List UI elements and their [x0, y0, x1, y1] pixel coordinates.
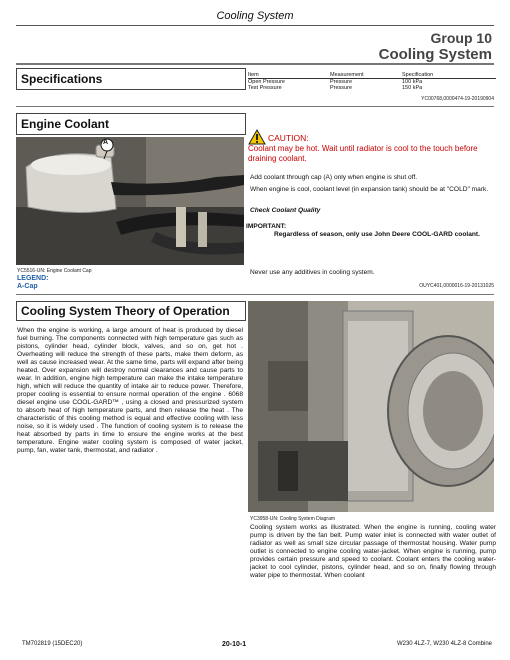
engine-coolant-cap-illustration: [16, 137, 244, 265]
legend-item: A-Cap: [17, 283, 38, 290]
engine-coolant-photo: [16, 137, 244, 265]
theory-title-box: [16, 301, 246, 321]
theory-left-text: When the engine is working, a large amount of heat is produced by diesel fuel burning. The components connected with high temperature gas such as pistons, cylinder head, cylinder block, valves, and so on, get hot . Overheating will reduce the strength of these parts, make them deform, as well as cause increased wear. At the same time, parts will expand after being heated. Over expansion will destroy normal clearances and cause parts to wear. In addition, engine high temperature can make the intake temperature high, which will reduce the quantity of intake air to reduce power. Therefore, proper cooling is essential to ensure normal operation of the engine . 6068 diesel engine use COOL-GARD™ , using a closed and pressurized system to absorb heat of high temperature parts, and then release the heat . The characteristic of this cooling method is equal and effective cooling with less noise, so it is widely used . The function of cooling system is to release the heat absorbed by parts in time to ensure the engine works at the best temperature. Engine water cooling system is composed of water jacket, pump, fan, water tank, thermostat, and radiator .: [17, 327, 243, 454]
spec-col-item: Item: [248, 72, 330, 79]
spec-table-header: [248, 72, 496, 79]
section-rule: [16, 63, 494, 65]
spec-cell: 150 kPa: [402, 85, 423, 92]
spec-row: [248, 79, 496, 86]
footer-tm-number: TM702819 (15DEC20): [22, 641, 83, 647]
coolant-paragraph-2: When engine is cool, coolant level (in expansion tank) should be at "COLD" mark.: [250, 186, 489, 193]
check-coolant-quality: Check Coolant Quality: [250, 207, 321, 214]
caution-label: CAUTION:: [268, 133, 309, 143]
footer-page-number: 20-10-1: [222, 641, 247, 648]
section-rule: [16, 294, 494, 295]
engine-coolant-title-box: [16, 113, 246, 135]
specifications-ref: YC00768,0000474-19-20190904: [421, 96, 494, 102]
cooling-system-photo: [248, 301, 494, 512]
theory-title: Cooling System Theory of Operation: [21, 304, 230, 318]
group-title: Cooling System: [378, 46, 492, 63]
caution-text: Coolant may be hot. Wait until radiator is cool to the touch before draining coolant.: [248, 144, 478, 163]
specifications-table: [248, 72, 496, 92]
running-title: Cooling System: [216, 10, 294, 22]
specifications-title: Specifications: [21, 72, 103, 86]
legend-label: LEGEND:: [17, 275, 49, 282]
section-rule: [16, 106, 494, 107]
header-rule: [16, 25, 494, 26]
spec-cell: Pressure: [330, 79, 353, 86]
spec-cell: Pressure: [330, 85, 353, 92]
theory-right-text: Cooling system works as illustrated. When the engine is running, cooling water pump is driven by the fan belt. Pump water inlet is connected with water outlet of radiator as well as small size circular passage of thermostat housing. Water pump outlet is connected to engine cooling water-jacket. When engine is running, pump provides certain pressure and speed to coolant. Coolant enters the cooling water-jacket to cool cylinder, pistons, cylinder head, and so on, finally flowing through water pipe to thermostat. When coolant: [250, 524, 496, 579]
theory-image-caption: YC3958-UN: Cooling System Diagram: [250, 516, 336, 522]
footer-model: W230 4LZ-7, W230 4LZ-8 Combine: [396, 641, 492, 647]
spec-cell: 100 kPa: [402, 79, 423, 86]
spec-cell: Open Pressure: [248, 79, 285, 86]
important-label: IMPORTANT:: [246, 223, 287, 230]
coolant-paragraph-1: Add coolant through cap (A) only when engine is shut off.: [250, 174, 418, 181]
group-number: Group 10: [430, 30, 492, 46]
spec-col-measurement: Measurement: [330, 72, 402, 79]
coolant-paragraph-3: Never use any additives in cooling system.: [250, 269, 375, 276]
engine-coolant-title: Engine Coolant: [21, 117, 109, 131]
specifications-title-box: [16, 68, 246, 90]
important-text: Regardless of season, only use John Deere COOL-GARD coolant.: [274, 231, 480, 238]
spec-row: [248, 85, 496, 91]
spec-cell: Test Pressure: [248, 85, 282, 92]
engine-coolant-image-caption: YC5516-UN: Engine Coolant Cap: [17, 268, 92, 274]
engine-coolant-ref: OUYC401,0000016-19-20131025: [419, 283, 494, 289]
cooling-system-illustration: [248, 301, 494, 512]
spec-col-specification: Specification: [402, 72, 496, 79]
callout-a: A: [103, 139, 109, 146]
